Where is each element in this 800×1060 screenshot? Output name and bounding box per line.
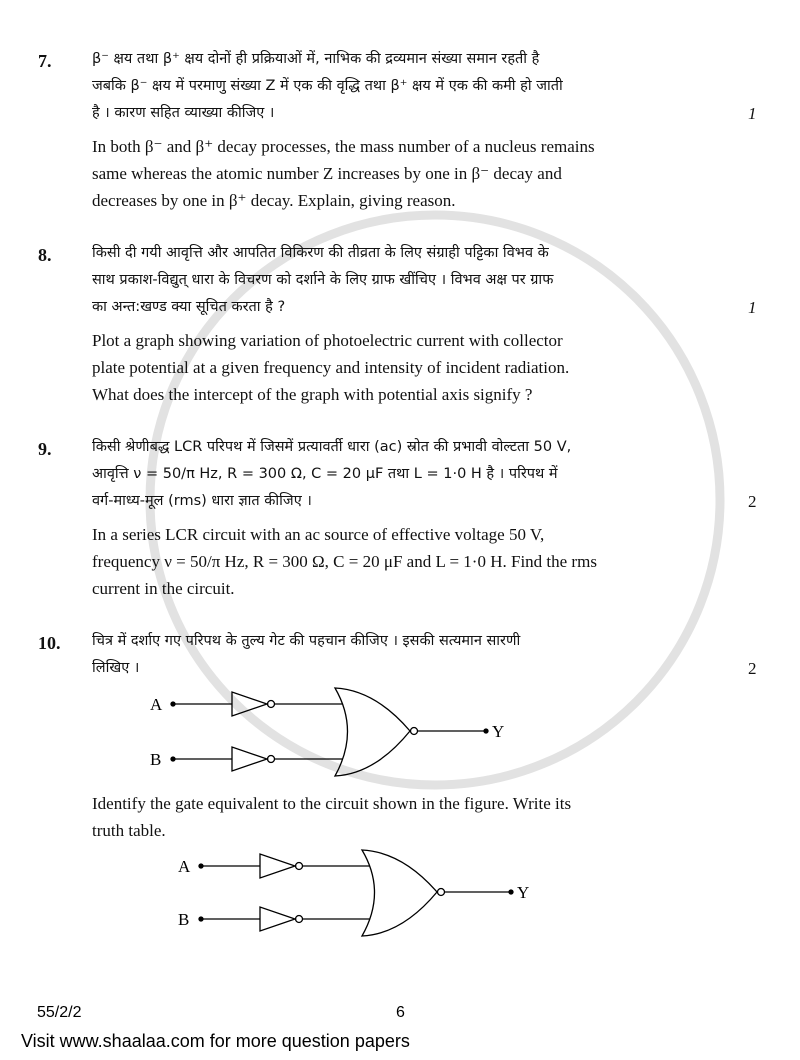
question-number: 8. [38, 245, 52, 265]
text-line: जबकि β⁻ क्षय में परमाणु संख्या Z में एक की वृद्धि तथा β⁺ क्षय में एक की कमी हो जाती [92, 78, 563, 94]
text-line: decreases by one in β⁺ decay. Explain, giving reason. [92, 191, 456, 210]
text-line: plate potential at a given frequency and intensity of incident radiation. [92, 358, 570, 377]
marks: 1 [748, 298, 757, 317]
question-hindi [92, 240, 757, 321]
question-9 [0, 434, 800, 602]
output-bubble [411, 728, 418, 735]
text-line: का अन्त:खण्ड क्या सूचित करता है ? [92, 299, 286, 315]
question-english [92, 790, 719, 844]
not-gate-b [260, 907, 295, 931]
text-line: β⁻ क्षय तथा β⁺ क्षय दोनों ही प्रक्रियाओं में, नाभिक की द्रव्यमान संख्या समान रहती है [92, 51, 540, 67]
visit-link-text[interactable]: Visit www.shaalaa.com for more question papers [21, 1031, 410, 1051]
question-hindi [92, 46, 757, 127]
input-a-label: A [178, 857, 191, 876]
text-line: साथ प्रकाश-विद्युत् धारा के विचरण को दर्शाने के लिए ग्राफ खींचिए । विभव अक्ष पर ग्राफ [92, 272, 554, 288]
output-y-label: Y [517, 883, 530, 902]
or-gate [362, 850, 437, 936]
text-line: चित्र में दर्शाए गए परिपथ के तुल्य गेट की पहचान कीजिए । इसकी सत्यमान सारणी [92, 633, 521, 649]
text-line: किसी श्रेणीबद्ध LCR परिपथ में जिसमें प्रत्यावर्ती धारा (ac) स्रोत की प्रभावी वोल्टता 50 V, [92, 439, 572, 455]
text-line: आवृत्ति ν = 50/π Hz, R = 300 Ω, C = 20 μF तथा L = 1·0 H है । परिपथ में [92, 466, 558, 482]
not-gate-b [232, 747, 267, 771]
input-a-label: A [150, 695, 163, 714]
text-line: In both β⁻ and β⁺ decay processes, the mass number of a nucleus remains [92, 137, 595, 156]
question-hindi [92, 628, 757, 682]
paper-code: 55/2/2 [37, 1004, 82, 1021]
question-number: 9. [38, 439, 52, 459]
not-gate-a [260, 854, 295, 878]
text-line: Identify the gate equivalent to the circuit shown in the figure. Write its [92, 794, 572, 813]
text-line: In a series LCR circuit with an ac source of effective voltage 50 V, [92, 525, 545, 544]
not-gate-a [232, 692, 267, 716]
input-b-label: B [150, 750, 162, 769]
output-y-label: Y [492, 722, 505, 741]
input-b-label: B [178, 910, 190, 929]
text-line: frequency ν = 50/π Hz, R = 300 Ω, C = 20 μF and L = 1·0 H. Find the rms [92, 552, 597, 571]
text-line: लिखिए । [92, 660, 140, 676]
output-terminal [484, 729, 488, 733]
question-english [92, 521, 719, 602]
output-terminal [509, 890, 513, 894]
question-number: 10. [38, 633, 61, 653]
text-line: है । कारण सहित व्याख्या कीजिए । [92, 105, 275, 121]
text-line: Plot a graph showing variation of photoelectric current with collector [92, 331, 563, 350]
marks: 2 [748, 659, 757, 678]
or-gate [335, 688, 410, 776]
logic-circuit-english [0, 846, 800, 946]
text-line: किसी दी गयी आवृत्ति और आपतित विकिरण की तीव्रता के लिए संग्राही पट्टिका विभव के [92, 245, 549, 261]
question-8 [0, 240, 800, 408]
text-line: same whereas the atomic number Z increases by one in β⁻ decay and [92, 164, 562, 183]
text-line: वर्ग-माध्य-मूल (rms) धारा ज्ञात कीजिए । [92, 493, 312, 509]
text-line: What does the intercept of the graph with potential axis signify ? [92, 385, 533, 404]
question-10 [0, 628, 800, 946]
marks: 1 [748, 104, 757, 123]
output-bubble [438, 889, 445, 896]
question-number: 7. [38, 51, 52, 71]
question-english [92, 327, 719, 408]
question-english [92, 133, 719, 214]
marks: 2 [748, 492, 757, 511]
page-number: 6 [396, 1004, 405, 1021]
text-line: current in the circuit. [92, 579, 235, 598]
question-list [0, 46, 800, 950]
text-line: truth table. [92, 821, 166, 840]
question-hindi [92, 434, 757, 515]
logic-circuit-hindi [0, 684, 800, 784]
question-7 [0, 46, 800, 214]
